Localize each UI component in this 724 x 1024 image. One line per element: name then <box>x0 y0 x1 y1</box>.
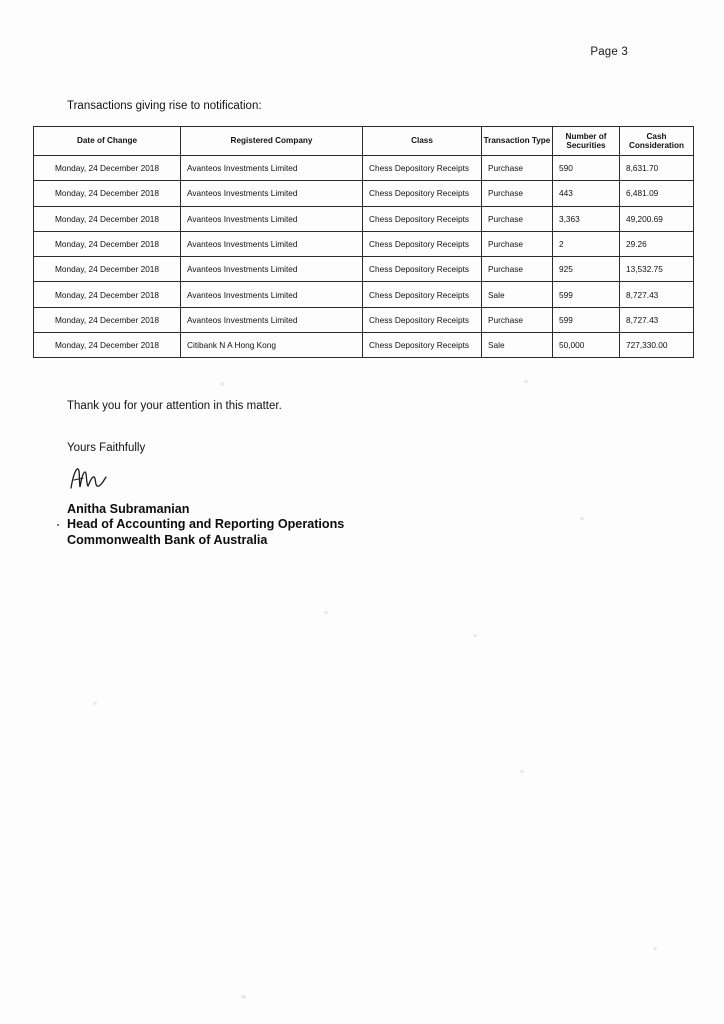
cell-securities: 590 <box>553 156 620 181</box>
cell-transaction-type: Sale <box>482 282 553 307</box>
cell-date: Monday, 24 December 2018 <box>34 282 181 307</box>
scan-speck <box>93 702 97 705</box>
table-row <box>34 333 694 358</box>
cell-cash: 49,200.69 <box>620 206 694 231</box>
cell-transaction-type: Purchase <box>482 181 553 206</box>
scan-speck <box>520 770 524 773</box>
column-header-date: Date of Change <box>34 127 181 156</box>
cell-transaction-type: Purchase <box>482 307 553 332</box>
cell-cash: 727,330.00 <box>620 333 694 358</box>
signer-organization: Commonwealth Bank of Australia <box>67 533 268 547</box>
table-row <box>34 206 694 231</box>
cell-securities: 599 <box>553 282 620 307</box>
cell-cash: 29.26 <box>620 231 694 256</box>
cell-class: Chess Depository Receipts <box>363 181 482 206</box>
cell-cash: 6,481.09 <box>620 181 694 206</box>
cell-securities: 925 <box>553 257 620 282</box>
cell-date: Monday, 24 December 2018 <box>34 257 181 282</box>
handwritten-signature-icon <box>68 462 128 494</box>
cell-date: Monday, 24 December 2018 <box>34 231 181 256</box>
cell-date: Monday, 24 December 2018 <box>34 307 181 332</box>
table-row <box>34 282 694 307</box>
scan-speck <box>324 611 328 614</box>
cell-class: Chess Depository Receipts <box>363 206 482 231</box>
cell-securities: 3,363 <box>553 206 620 231</box>
cell-securities: 599 <box>553 307 620 332</box>
table-header <box>34 127 694 156</box>
cell-transaction-type: Purchase <box>482 156 553 181</box>
scan-speck <box>580 517 584 520</box>
cell-securities: 443 <box>553 181 620 206</box>
scan-speck <box>220 382 224 386</box>
signer-name: Anitha Subramanian <box>67 502 190 516</box>
cell-company: Avanteos Investments Limited <box>181 206 363 231</box>
cell-transaction-type: Purchase <box>482 257 553 282</box>
scan-speck <box>241 995 246 999</box>
cell-company: Avanteos Investments Limited <box>181 282 363 307</box>
cell-company: Citibank N A Hong Kong <box>181 333 363 358</box>
cell-class: Chess Depository Receipts <box>363 156 482 181</box>
cell-class: Chess Depository Receipts <box>363 257 482 282</box>
table-row <box>34 257 694 282</box>
cell-company: Avanteos Investments Limited <box>181 307 363 332</box>
cell-class: Chess Depository Receipts <box>363 333 482 358</box>
page-number: Page 3 <box>590 46 628 58</box>
cell-class: Chess Depository Receipts <box>363 231 482 256</box>
table-body <box>34 156 694 358</box>
cell-class: Chess Depository Receipts <box>363 282 482 307</box>
closing-text: Thank you for your attention in this matter. <box>67 400 282 412</box>
cell-date: Monday, 24 December 2018 <box>34 333 181 358</box>
column-header-transaction-type: Transaction Type <box>482 127 553 156</box>
table-row <box>34 181 694 206</box>
intro-text: Transactions giving rise to notification: <box>67 100 262 112</box>
cell-class: Chess Depository Receipts <box>363 307 482 332</box>
cell-company: Avanteos Investments Limited <box>181 231 363 256</box>
cell-cash: 8,727.43 <box>620 282 694 307</box>
cell-company: Avanteos Investments Limited <box>181 156 363 181</box>
cell-date: Monday, 24 December 2018 <box>34 156 181 181</box>
scan-speck <box>473 634 477 637</box>
cell-cash: 8,727.43 <box>620 307 694 332</box>
column-header-class: Class <box>363 127 482 156</box>
cell-company: Avanteos Investments Limited <box>181 257 363 282</box>
table-row <box>34 307 694 332</box>
table-row <box>34 231 694 256</box>
cell-date: Monday, 24 December 2018 <box>34 181 181 206</box>
cell-date: Monday, 24 December 2018 <box>34 206 181 231</box>
signer-title: Head of Accounting and Reporting Operations <box>67 517 345 531</box>
cell-company: Avanteos Investments Limited <box>181 181 363 206</box>
cell-transaction-type: Purchase <box>482 206 553 231</box>
scan-speck <box>653 947 657 950</box>
cell-cash: 8,631.70 <box>620 156 694 181</box>
cell-securities: 50,000 <box>553 333 620 358</box>
cell-cash: 13,532.75 <box>620 257 694 282</box>
cell-transaction-type: Purchase <box>482 231 553 256</box>
transactions-table <box>33 126 694 358</box>
column-header-company: Registered Company <box>181 127 363 156</box>
table-header-row <box>34 127 694 156</box>
cell-transaction-type: Sale <box>482 333 553 358</box>
column-header-cash-consideration: Cash Consideration <box>620 127 694 156</box>
table-row <box>34 156 694 181</box>
column-header-number-of-securities: Number of Securities <box>553 127 620 156</box>
scan-speck <box>524 380 528 383</box>
salutation-text: Yours Faithfully <box>67 442 146 454</box>
scan-mark <box>57 524 59 526</box>
cell-securities: 2 <box>553 231 620 256</box>
